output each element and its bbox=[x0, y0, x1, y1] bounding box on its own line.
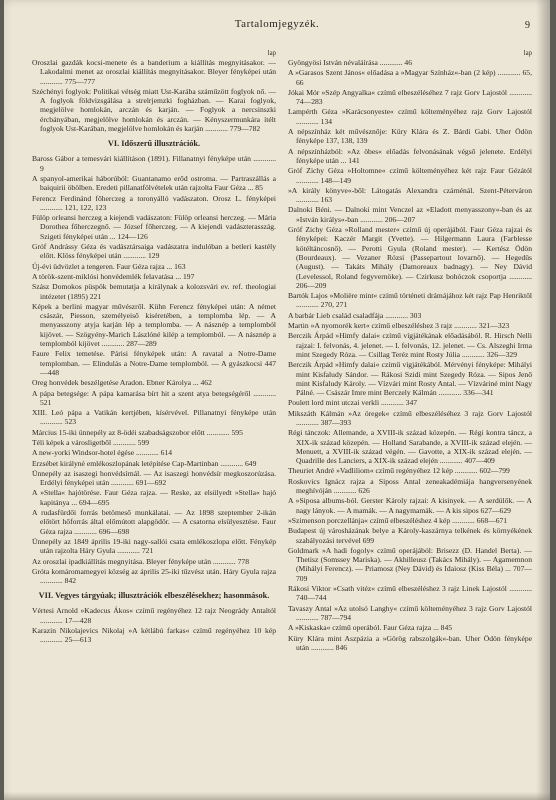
lap-label-right: lap bbox=[523, 50, 532, 57]
page-header bbox=[4, 12, 550, 34]
toc-entry: Küry Klára mint Aszpázia a »Görög rabszolgák«-ban. Uher Ödön fényképe után ............ 846 bbox=[288, 633, 532, 652]
section-vii-entries bbox=[32, 606, 276, 644]
lap-label-left: lap bbox=[267, 50, 276, 57]
section-vii-title: VII. Vegyes tárgyúak; illusztrációk elbeszélésekhez; hasonmások. bbox=[38, 591, 270, 601]
toc-entry: Oroszlai gazdák kocsi-menete és a banderium a kiállítás megnyitásakor. — Lakodalmi menet az oroszlai kiállítás megnyitásakor. Bleyer fényképei után ............ 775—777 bbox=[32, 58, 276, 86]
toc-entry: Karazin Nikolajevics Nikolaj »A kétlábú farkas« czímű regényéhez 10 kép ............ 25—613 bbox=[32, 626, 276, 645]
left-column bbox=[32, 50, 276, 646]
toc-entry: A »Stella« hajótörése. Faur Géza rajza. — Reske, az elsülyedt »Stella« hajó kapitánya ... 694—695 bbox=[32, 488, 276, 507]
toc-entry: Jókai Mór »Szép Angyalka« czímű elbeszéléséhez 7 rajz Gorv Lajostól ............ 74—283 bbox=[288, 87, 532, 107]
toc-entry: Régi tánczok: Allemande, a XVIII-ik század közepén. — Régi kontra táncz, a XIX-ik század közepén. — Holland Sarabande, a XVIII-ik század elején. — Menuett, a XVIII-ik század végén. — Gavotte, a XIX-ik század elején. — Quadrille des Lanciers, a XIX-ik század elején ............ 407—409 bbox=[288, 428, 532, 466]
toc-entry: Fülöp orleansi herczeg a kiejendi vadászaton: Fülöp orleansi herczeg. — Mária Dorothea főherczegnő. — József főherczeg. — A kiejendi vadászterasszág. Szigeti fényképei után ... 124—126 bbox=[32, 213, 276, 241]
toc-entry: A népszínházból: »Az öbes« előadás felvonásának végső jelenete. Erdélyi fényképe után ... 141 bbox=[288, 146, 532, 165]
toc-entry: Erzsébet királyné emlékoszlopának letépítése Cap-Martinban ............ 649 bbox=[32, 458, 257, 468]
toc-entry: Gróf Zichy Géza »Rolland mester« czímű új operájából. Faur Géza rajzai és fényképei: Kaczér Margit (Yvette). — Hilgermann Laura (Farblesse kötéltáncosnő). — Perotti Gyula (Roland mester). — Kertész Ödön (Bourdeaux). — Vezaner Rózsi (Passepartout lovarnő). — Hegedüs (August). — Takáts Mihály (Damoreaux badnagy). — Ney Dávid (Levelessol, Roland fegyvernöke). — Czirkusz bohóczok csoportja ............ 206—209 bbox=[288, 225, 532, 290]
toc-entry: Berczik Árpád »Himfy dalai« czímű vígjátékából. Mérvényi fényképe: Mihályi mint Kisfaludy Sándor. — Rákosi Szidi mint Szegedy Róza. — Sipos Jenő mint Kisfaludy Károly. — Vízvári mint Rosty Antal. — Vízváriné mint Nagy Pálné. — Császár Imre mint Berczely Kálmán ............ 336—341 bbox=[288, 360, 532, 398]
toc-entry: Ünnepély az 1849 április 19-iki nagy-sallói csata emlékoszlopa előtt. Fénykép után rajzolta Háry Gyula ............ 721 bbox=[32, 536, 276, 556]
toc-entry: A barbár Lieb család csaladfája ............ 303 bbox=[288, 310, 422, 320]
toc-entry: Martin »A nyomorék kert« czímű elbeszéléshez 3 rajz ............ 321—323 bbox=[288, 321, 510, 331]
toc-entry: Az oroszlai ipadkiállítás megnyitása. Bleyer fényképe után ............ 778 bbox=[32, 556, 249, 566]
toc-entry: Gróta komáromamegyei község az április 25-iki tűzvész után. Háry Gyula rajza ............ 842 bbox=[32, 566, 276, 586]
toc-entry: Vértesi Arnold »Kadecus Ákos« czímű regényéhez 12 rajz Neogrády Antaltól ............ 17—428 bbox=[32, 606, 276, 625]
toc-entry: A pápa betegsége: A pápa kamarása bírt hit a szent atya betegségéről ............ 521 bbox=[32, 388, 276, 407]
toc-entry: Oreg honvédek beszélgetése Aradon. Ebner Károlya ... 462 bbox=[32, 378, 212, 388]
toc-entry: A rudasfürdői forrás betömeső munkálatai. — Az 1898 szeptember 2-ikán előtört hőforrás által előmútott alapgödör. — A csatorna elsülyesztése. Faur Géza rajza ............ 696—698 bbox=[32, 508, 276, 536]
toc-entry: A népszínház két művésznője: Küry Klára és Z. Bárdi Gabi. Uher Ödön fényképe 137, 138, 139 bbox=[288, 127, 532, 146]
toc-entry: Március 15-iki ünnepély az 8-ödéi szabadságszobor előtt ............ 595 bbox=[32, 427, 243, 437]
toc-entry: »A király könyve«-ből: Látogatás Alexandra czárnénál. Szent-Péterváron ............ 163 bbox=[288, 185, 532, 205]
toc-entry: XIII. Leó pápa a Vatikán kertjében, kísérvével. Pillanatnyi fényképe után ............ 523 bbox=[32, 408, 276, 427]
book-page bbox=[4, 0, 550, 800]
toc-entry: A »Garasos Szent János« előadása a »Magyar Színház«-ban (2 kép) ............ 65, 66 bbox=[288, 68, 532, 87]
toc-entry: Budapest új városházának belye a Károly-kaszárnya telkének és környékének szabályozási tervével 699 bbox=[288, 526, 532, 545]
toc-entry: Faure Felix temetése. Párisi fényképek után: A ravatal a Notre-Dame templomban. — Elindulás a Notre-Dame templomból. — A gyászkocsi 447—448 bbox=[32, 349, 276, 377]
right-column bbox=[288, 50, 532, 653]
toc-entry: Széchényi foglyok: Politikai vétség miatt Ust-Karába száműzött foglyok nő. — A foglyok földvizsgálása a strelrjemzki fogházban. — Karai foglyok, megjelölve homlokán, arczán és karján. — Foglyok a nercsinszki ércbányában, megjelölve homlokán és arczán. — Kényszermunkára ítélt foglyok Ust-Karában, megjelölve homlokán és karján ............ 779—782 bbox=[32, 86, 276, 134]
toc-entry: Képek a berlini magyar művészről. Kühn Ferencz fényképei után: A német császár, Piesson, személyeiső kiséretében, a templomba lép. — A menyasszony atyja karján lép a templomba. — A násznép a templomból kijövet. — Szögyény-Marich Lászlóné kilép a templomból. — A násznép a templomból kijövet ............ 287—289 bbox=[32, 301, 276, 349]
toc-entry: Bartók Lajos »Molière mint« czímű történeti drámájához két rajz Pap Henriktől ............ 270, 271 bbox=[288, 291, 532, 310]
toc-entry: Gróf Andrássy Géza és vadásztársaiga vadászatra indulóban a betleri kastély előtt. Klöss fényképei után ............ 129 bbox=[32, 242, 276, 261]
toc-entry: A »Siposa albums-ból. Gerster Károly rajzai: A kisinyek. — A serdülők. — A nagy lányok. — A mamák. — A nagymamák. — A kis sipos 627—629 bbox=[288, 496, 532, 515]
toc-entry: Téli képek a városligetből ............ 599 bbox=[32, 437, 150, 447]
toc-entry: Goldmark »A hadi fogoly« czímű operájából: Brisezz (D. Handel Berta). — Thetisz (Somssey Mariska). — Akhilleusz (Takács Mihály). — Agamemnon (Mihályi Ferencz). — Priamosz (Ney Dávid) és Idaiosz (Kiss Béla) ... 707—709 bbox=[288, 545, 532, 583]
section-vi-title: VI. Időszerű illusztrációk. bbox=[107, 139, 201, 149]
toc-entry: Dalnoki Béni. — Dalnoki mint Venczel az »Eladott menyasszony«-ban és az »István királys«-ban ............ 206—207 bbox=[288, 205, 532, 224]
left-column-entries bbox=[32, 58, 276, 133]
toc-entry: Új-évi üdvözlet a tengeren. Faur Géza rajza ... 163 bbox=[32, 261, 186, 271]
right-column-entries bbox=[288, 58, 532, 652]
toc-entry: Gróf Zichy Géza »Holtomne« czímű költeményéhez két rajz Faur Gézától ............ 148—149 bbox=[288, 166, 532, 185]
toc-entry: Roskovics Ignácz rajza a Siposs Antal zeneakadémiája hangversenyének meghívóján ............ 626 bbox=[288, 476, 532, 496]
toc-entry: A »Kiskaska« czímű operából. Faur Géza rajza ... 845 bbox=[288, 623, 453, 633]
toc-entry: A török-szent-miklósi honvédemlék felavatása ... 197 bbox=[32, 271, 195, 281]
page-bottom-edge bbox=[4, 792, 550, 800]
toc-entry: A new-yorki Windsor-hotel égése ............ 614 bbox=[32, 448, 173, 458]
toc-entry: Lampérth Géza »Karácsonyeste« czímű költeményéhez rajz Gorv Lajostól ............ 134 bbox=[288, 107, 532, 126]
section-vi-entries bbox=[32, 154, 276, 585]
toc-entry: Berczik Árpád »Himfy dalai« czímű vígjátékának előadásából. R. Hirsch Nelli rajzai: I. felvonás, 4. jelenet. — I. felvonás, 12. jelenet. — Cs. Alszeghi Irma mint Szegedy Róza. — Csillag Teréz mint Rosty Júlia ............ 326—329 bbox=[288, 331, 532, 359]
toc-entry: Poulett lord mint utczai verkli ............ 347 bbox=[288, 398, 418, 408]
toc-entry: Baross Gábor a temesvári kiállításon (1891). Fillanatnyi fényképe után ............ 9 bbox=[32, 154, 276, 173]
toc-entry: Rákosi Viktor »Csath vitéz« czímű elbeszéléshez 3 rajz Linek Lajostól ............ 740—744 bbox=[288, 584, 532, 603]
toc-entry: »Szimenson porczellánja« czímű elbeszéléshez 4 kép ............ 668—671 bbox=[288, 515, 508, 525]
toc-entry: Gyöngyösi István névaláírása ............ 46 bbox=[288, 58, 413, 67]
page-number: 9 bbox=[525, 20, 530, 31]
toc-entry: A spanyol-amerikai háborúból: Guantanamo erőd ostroma. — Partraszállás a baiquirii öbölben. Eredeti pillanatfölvételek után rajzolta Faur Géza ... 85 bbox=[32, 173, 276, 193]
page-edge-shadow bbox=[536, 0, 550, 800]
toc-entry: Szász Domokos püspök bemutatja a királynak a kolozsvári ev. ref. theologiai intézetet (1895) 221 bbox=[32, 282, 276, 301]
page-title: Tartalomjegyzék. bbox=[234, 18, 320, 30]
toc-entry: Mikszáth Kálmán »Az öregek« czímű elbeszéléséhez 3 rajz Gorv Lajostól ............ 387—393 bbox=[288, 408, 532, 427]
toc-entry: Theuriet André »Vadliliom« czímű regényéhez 12 kép ............ 602—799 bbox=[288, 466, 510, 476]
toc-entry: Ferencz Ferdinánd főherczeg a toronyálló vadászaton. Orosz L. fényképei ............ 121, 122, 123 bbox=[32, 193, 276, 212]
toc-entry: Ünnepély az isaszegi honvédsírnál. — Az isaszegi honvédsír megkoszorúzása. Erdélyi fényképei után ............ 691—692 bbox=[32, 468, 276, 488]
toc-entry: Tavaszy Antal »Az utolsó Langhy« czímű költeményéhez 3 rajz Gorv Lajostól ............ 787—794 bbox=[288, 603, 532, 622]
